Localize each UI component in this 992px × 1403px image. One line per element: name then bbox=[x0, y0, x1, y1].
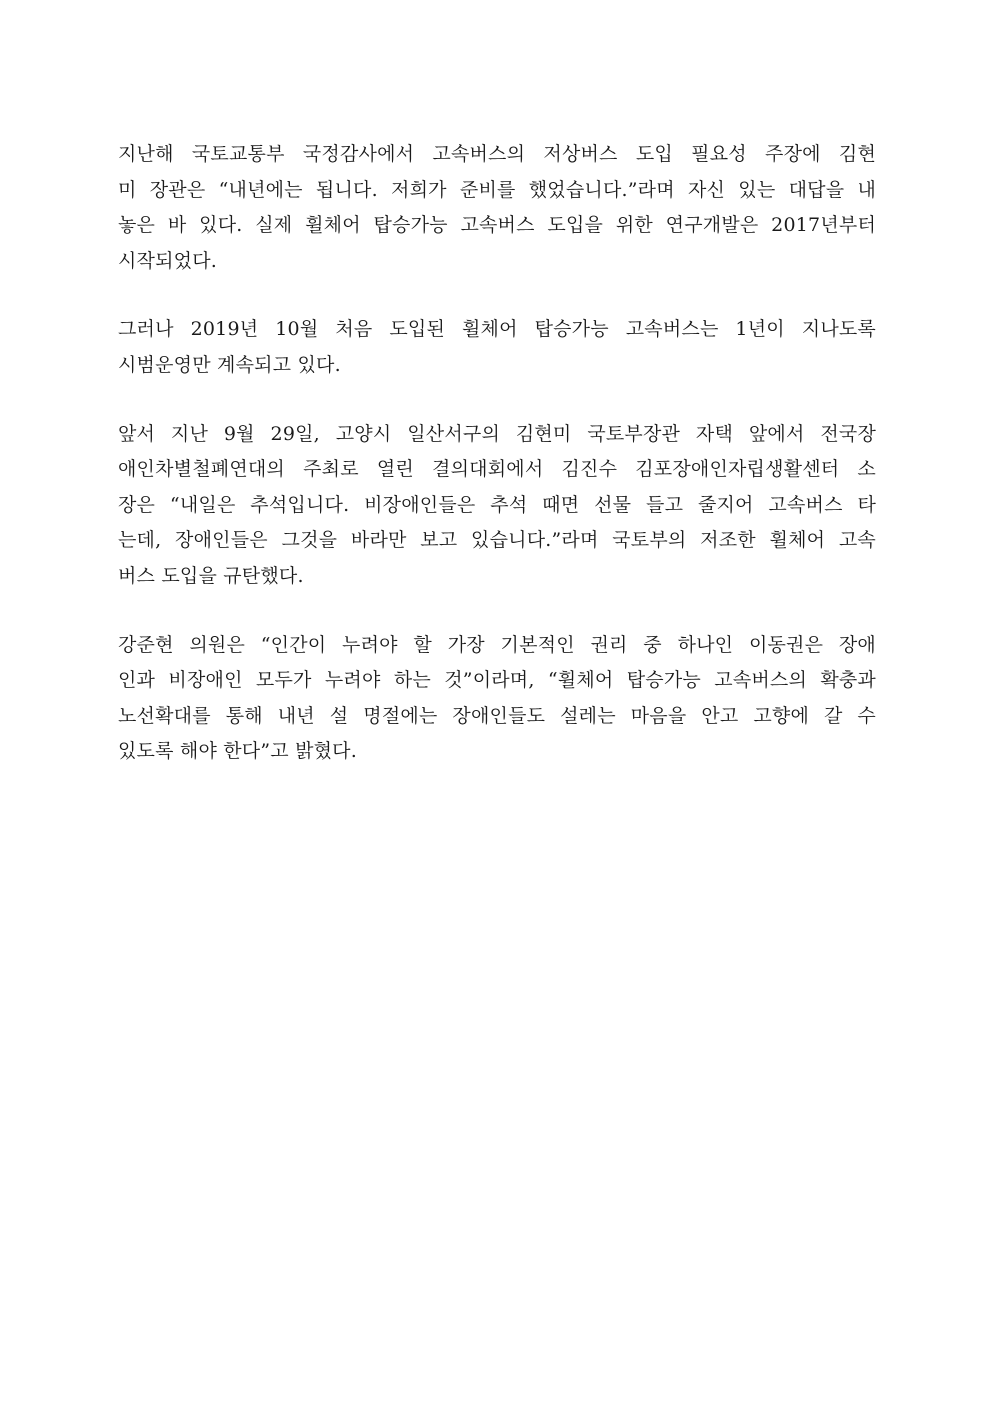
paragraph-line: 놓은 바 있다. 실제 휠체어 탑승가능 고속버스 도입을 위한 연구개발은 2017년부터 bbox=[118, 214, 876, 237]
paragraph-line: 있도록 해야 한다”고 밝혔다. bbox=[118, 740, 357, 763]
paragraph-line: 는데, 장애인들은 그것을 바라만 보고 있습니다.”라며 국토부의 저조한 휠체어 고속 bbox=[118, 529, 876, 552]
paragraph-line: 지난해 국토교통부 국정감사에서 고속버스의 저상버스 도입 필요성 주장에 김현 bbox=[118, 143, 876, 165]
paragraph-line: 노선확대를 통해 내년 설 명절에는 장애인들도 설레는 마음을 안고 고향에 갈 수 bbox=[118, 704, 876, 727]
paragraph-line: 애인차별철폐연대의 주최로 열린 결의대회에서 김진수 김포장애인자립생활센터 소 bbox=[118, 458, 876, 481]
document-body bbox=[118, 137, 876, 803]
paragraph-line: 강준현 의원은 “인간이 누려야 할 가장 기본적인 권리 중 하나인 이동권은 장애 bbox=[118, 633, 876, 656]
paragraph-line: 버스 도입을 규탄했다. bbox=[118, 564, 304, 587]
paragraph-line: 시범운영만 계속되고 있다. bbox=[118, 353, 341, 376]
paragraph-line: 장은 “내일은 추석입니다. 비장애인들은 추석 때면 선물 들고 줄지어 고속버스 타 bbox=[118, 493, 876, 516]
paragraph-1 bbox=[118, 137, 876, 279]
paragraph-2 bbox=[118, 312, 876, 383]
paragraph-line: 앞서 지난 9월 29일, 고양시 일산서구의 김현미 국토부장관 자택 앞에서 전국장 bbox=[118, 422, 876, 445]
paragraph-line: 미 장관은 “내년에는 됩니다. 저희가 준비를 했었습니다.”라며 자신 있는 대답을 내 bbox=[118, 178, 876, 201]
paragraph-4 bbox=[118, 628, 876, 770]
paragraph-line: 인과 비장애인 모두가 누려야 하는 것”이라며, “휠체어 탑승가능 고속버스의 확충과 bbox=[118, 669, 876, 692]
paragraph-line: 시작되었다. bbox=[118, 249, 218, 272]
paragraph-3 bbox=[118, 417, 876, 595]
paragraph-line: 그러나 2019년 10월 처음 도입된 휠체어 탑승가능 고속버스는 1년이 지나도록 bbox=[118, 318, 876, 341]
